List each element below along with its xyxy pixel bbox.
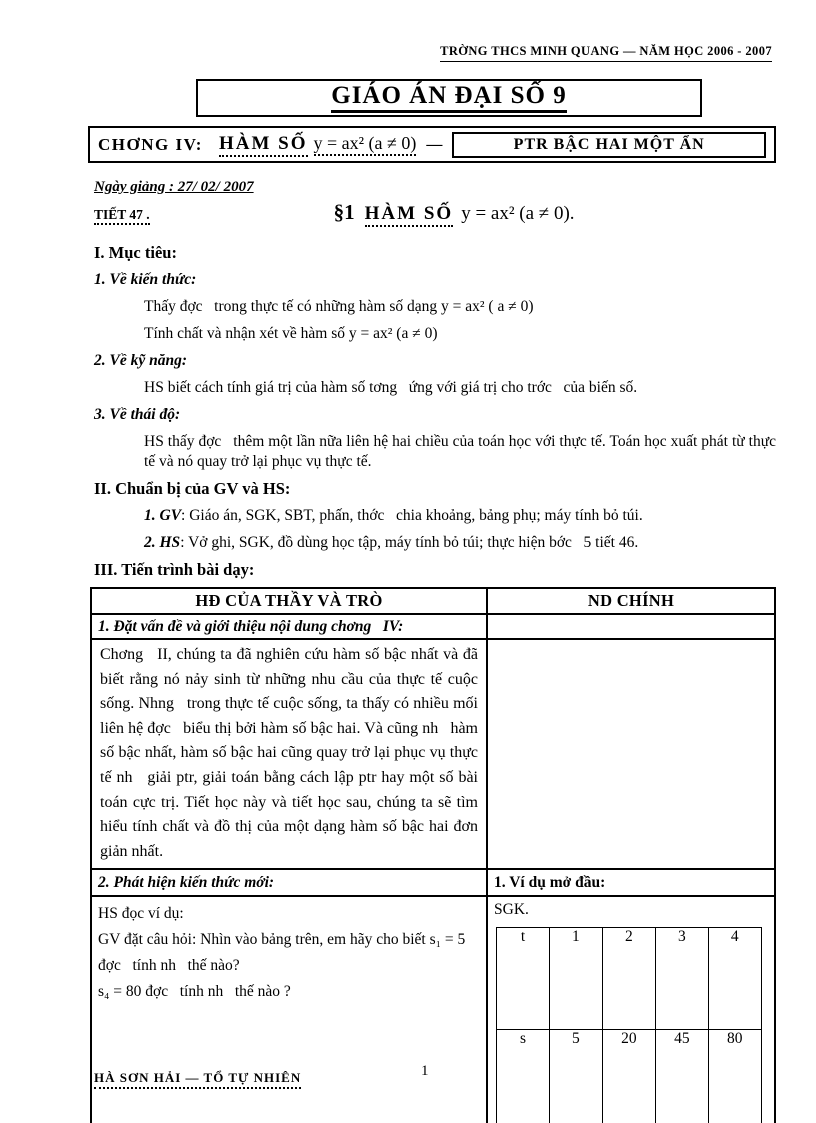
skills-heading: 2. Về kỹ năng:	[94, 352, 187, 369]
doc-title-box	[196, 79, 702, 117]
chapter-function-name: HÀM SỐ	[219, 133, 308, 157]
table-row	[91, 614, 775, 639]
example-table-cell: 4	[708, 928, 761, 1030]
preparation-heading: II. Chuẩn bị của GV và HS:	[94, 479, 291, 498]
chapter-subtitle: PTR BẬC HAI MỘT ẨN	[452, 132, 766, 158]
attitude-text: HS thấy đợc thêm một lần nữa liên hệ hai chiều của toán học với thực tế. Toán học xuất phát từ thực tế và nó quay trở lại phục vụ thực tế.	[144, 433, 776, 470]
objectives-heading: I. Mục tiêu:	[94, 243, 177, 262]
lesson-function-name: HÀM SỐ	[365, 203, 454, 227]
example-table-cell: 20	[602, 1030, 655, 1123]
example-table-cell: 80	[708, 1030, 761, 1123]
page-number: 1	[421, 1063, 429, 1079]
example-table-cell: 45	[655, 1030, 708, 1123]
table-header-activities: HĐ CỦA THẦY VÀ TRÒ	[91, 588, 487, 614]
lesson-heading	[94, 200, 575, 227]
example-table-cell: 1	[549, 928, 602, 1030]
content-1-heading: 1. Ví dụ mở đầu:	[487, 869, 775, 896]
activity-2-dialogue	[91, 896, 487, 1123]
hs-label: 2. HS	[144, 534, 181, 551]
example-table-cell: 2	[602, 928, 655, 1030]
procedure-heading: III. Tiến trình bài dạy:	[94, 560, 255, 579]
table-header-content: ND CHÍNH	[487, 588, 775, 614]
content-1-body	[487, 896, 775, 1123]
gv-label: 1. GV	[144, 507, 182, 524]
skills-text: HS biết cách tính giá trị của hàm số tơng ứng với giá trị cho trớc của biến số.	[144, 379, 638, 396]
chapter-heading	[88, 126, 776, 163]
period-label: TIẾT 47 .	[94, 207, 150, 225]
example-table-cell: 3	[655, 928, 708, 1030]
document-body	[94, 243, 776, 1123]
dialogue-line-3: s₄ = 80 đợc tính nh thế nào ?	[98, 983, 291, 1001]
footer-author: HÀ SƠN HẢI — TỔ TỰ NHIÊN	[94, 1070, 301, 1089]
preparation-hs-line	[94, 533, 776, 553]
example-table-cell: 5	[549, 1030, 602, 1123]
dialogue-line-2: GV đặt câu hỏi: Nhìn vào bảng trên, em hãy cho biết s₁ = 5 đợc tính nh thế nào?	[98, 931, 466, 975]
activity-1-heading: 1. Đặt vấn đề và giới thiệu nội dung chơng IV:	[91, 614, 487, 639]
chapter-dash: —	[426, 135, 443, 153]
lesson-formula: y = ax² (a ≠ 0).	[461, 203, 575, 224]
table-row	[91, 639, 775, 869]
gv-text: : Giáo án, SGK, SBT, phấn, thớc chia khoảng, bảng phụ; máy tính bỏ túi.	[181, 507, 643, 524]
chapter-formula: y = ax² (a ≠ 0)	[314, 133, 417, 156]
knowledge-item-1: Thấy đợc trong thực tế có những hàm số dạng y = ax² ( a ≠ 0)	[144, 298, 534, 315]
lesson-procedure-table	[90, 587, 776, 1123]
teaching-date: Ngày giảng : 27/ 02/ 2007	[94, 179, 254, 195]
doc-title: GIÁO ÁN ĐẠI SỐ 9	[331, 83, 566, 112]
table-header-row	[91, 588, 775, 614]
empty-cell	[487, 639, 775, 869]
example-values-table	[496, 927, 762, 1123]
running-header	[440, 44, 772, 62]
knowledge-heading: 1. Về kiến thức:	[94, 271, 197, 288]
knowledge-item-2: Tính chất và nhận xét về hàm số y = ax² (a ≠ 0)	[144, 325, 438, 342]
example-table-row-t	[497, 928, 762, 1030]
example-table-cell: t	[497, 928, 550, 1030]
chapter-label: CHƠNG IV:	[98, 134, 203, 154]
section-symbol: §1	[333, 200, 355, 224]
sgk-reference: SGK.	[494, 901, 529, 919]
hs-text: : Vở ghi, SGK, đồ dùng học tập, máy tính bỏ túi; thực hiện bớc 5 tiết 46.	[180, 534, 639, 551]
example-table-row-s	[497, 1030, 762, 1123]
preparation-gv-line	[94, 506, 776, 526]
dialogue-line-1: HS đọc ví dụ:	[98, 905, 184, 923]
example-table-cell: s	[497, 1030, 550, 1123]
attitude-heading: 3. Về thái độ:	[94, 406, 181, 423]
school-year-text: TRỜNG THCS MINH QUANG — NĂM HỌC 2006 - 2007	[440, 44, 772, 58]
empty-cell	[487, 614, 775, 639]
activity-2-heading: 2. Phát hiện kiến thức mới:	[91, 869, 487, 896]
table-row	[91, 869, 775, 896]
table-row	[91, 896, 775, 1123]
activity-1-paragraph: Chơng II, chúng ta đã nghiên cứu hàm số bậc nhất và đã biết rằng nó nảy sinh từ những nhu cầu của thực tế cuộc sống. Nhng trong thực tế cuộc sống, ta thấy có nhiều mối liên hệ đợc biểu thị bởi hàm số bậc hai. Và cũng nh hàm số bậc nhất, hàm số bậc hai cũng quay trở lại phục vụ thực tế nh giải ptr, giải toán bằng cách lập ptr hay một số bài toán cực trị. Tiết học này và tiết học sau, chúng ta sẽ tìm hiểu tính chất và đồ thị của một dạng hàm số bậc hai đơn giản nhất.	[91, 639, 487, 869]
